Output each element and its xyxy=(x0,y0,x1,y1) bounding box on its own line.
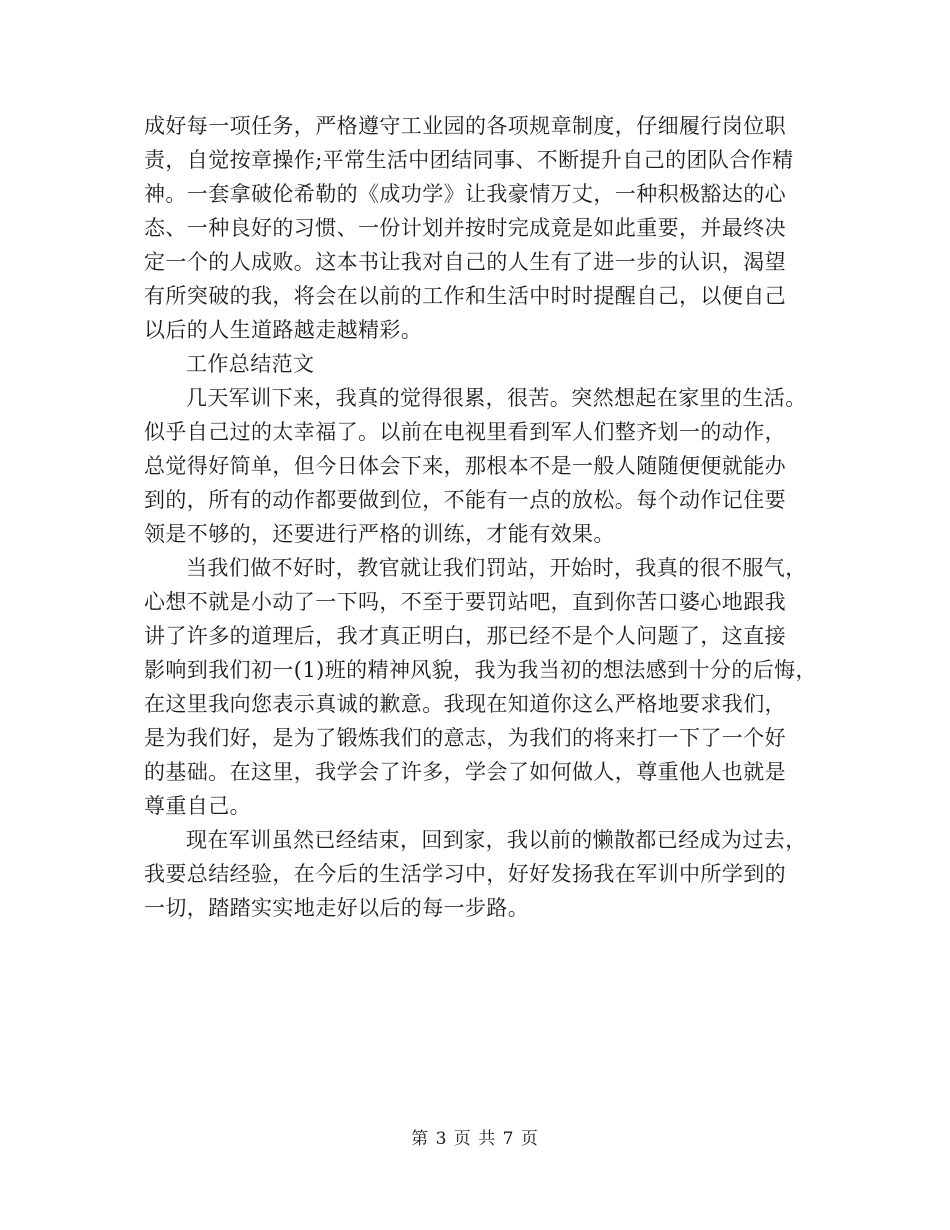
paragraph-line: 一切，踏踏实实地走好以后的每一步路。 xyxy=(144,896,530,920)
paragraph-line: 我要总结经验，在今后的生活学习中，好好发扬我在军训中所学到的 xyxy=(144,862,786,886)
paragraph-line: 总觉得好简单，但今日体会下来，那根本不是一般人随随便便就能办 xyxy=(144,454,786,478)
paragraph-line: 神。一套拿破伦希勒的《成功学》让我豪情万丈，一种积极豁达的心 xyxy=(144,182,786,206)
paragraph-line: 影响到我们初一(1)班的精神风貌，我为我当初的想法感到十分的后悔， xyxy=(144,658,817,682)
paragraph-line: 尊重自己。 xyxy=(144,794,251,818)
paragraph-line: 几天军训下来，我真的觉得很累，很苦。突然想起在家里的生活。 xyxy=(186,386,807,410)
paragraph-line: 讲了许多的道理后，我才真正明白，那已经不是个人问题了，这直接 xyxy=(144,624,786,648)
paragraph-line: 以后的人生道路越走越精彩。 xyxy=(144,318,423,342)
paragraph-line: 的基础。在这里，我学会了许多，学会了如何做人，尊重他人也就是 xyxy=(144,760,786,784)
paragraph-line: 现在军训虽然已经结束，回到家，我以前的懒散都已经成为过去， xyxy=(186,828,807,852)
section-heading: 工作总结范文 xyxy=(186,352,315,376)
paragraph-line: 成好每一项任务，严格遵守工业园的各项规章制度，仔细履行岗位职 xyxy=(144,114,786,138)
paragraph-line: 似乎自己过的太幸福了。以前在电视里看到军人们整齐划一的动作， xyxy=(144,420,786,444)
paragraph-line: 领是不够的，还要进行严格的训练，才能有效果。 xyxy=(144,522,615,546)
page-number-footer: 第 3 页 共 7 页 xyxy=(411,1129,539,1149)
paragraph-line: 在这里我向您表示真诚的歉意。我现在知道你这么严格地要求我们， xyxy=(144,692,786,716)
paragraph-line: 心想不就是小动了一下吗，不至于要罚站吧，直到你苦口婆心地跟我 xyxy=(144,590,786,614)
paragraph-line: 责，自觉按章操作;平常生活中团结同事、不断提升自己的团队合作精 xyxy=(144,148,794,172)
paragraph-line: 定一个的人成败。这本书让我对自己的人生有了进一步的认识，渴望 xyxy=(144,250,786,274)
paragraph-line: 当我们做不好时，教官就让我们罚站，开始时，我真的很不服气， xyxy=(186,556,807,580)
paragraph-line: 是为我们好，是为了锻炼我们的意志，为我们的将来打一下了一个好 xyxy=(144,726,786,750)
paragraph-line: 有所突破的我，将会在以前的工作和生活中时时提醒自己，以便自己 xyxy=(144,284,786,308)
paragraph-line: 态、一种良好的习惯、一份计划并按时完成竟是如此重要，并最终决 xyxy=(144,216,786,240)
paragraph-line: 到的，所有的动作都要做到位，不能有一点的放松。每个动作记住要 xyxy=(144,488,786,512)
